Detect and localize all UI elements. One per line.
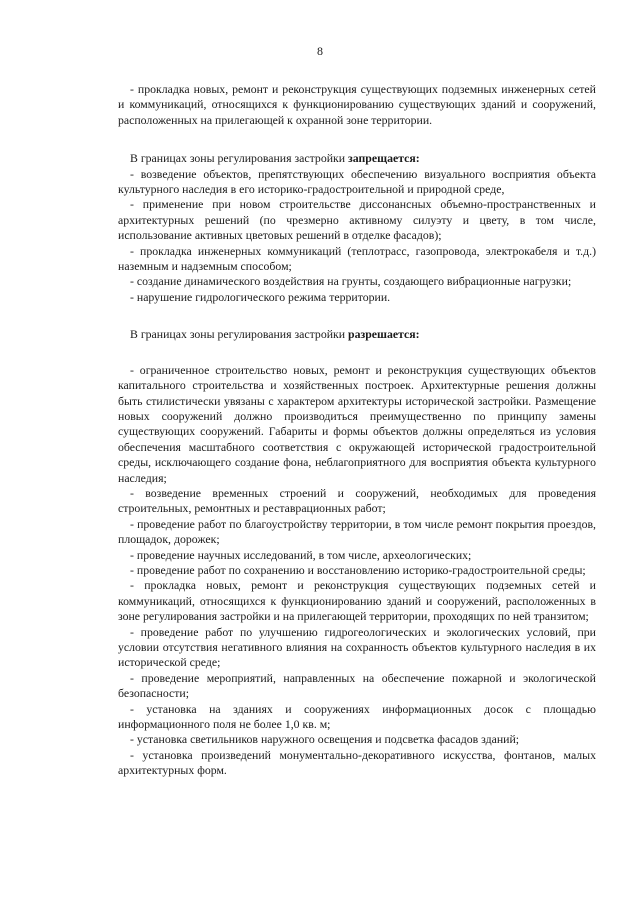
list-item: - создание динамического воздействия на грунты, создающего вибрационные нагрузки;: [130, 274, 572, 289]
list-item: - установка светильников наружного освещения и подсветка фасадов зданий;: [130, 732, 520, 747]
list-item: - проведение работ по сохранению и восстановлению историко-градостроительной среды;: [130, 562, 586, 577]
list-item: - возведение объектов, препятствующих обеспечению визуального восприятия объекта культурного наследия в его историко-градостроительной и природной среде,: [118, 166, 596, 197]
heading-text: В границах зоны регулирования застройки: [130, 327, 349, 342]
page-number: 8: [317, 44, 323, 58]
list-item: - проведение научных исследований, в том числе, археологических;: [130, 547, 472, 562]
spacer: [118, 128, 596, 151]
heading-bold: разрешается:: [348, 327, 420, 342]
list-item: - проведение работ по улучшению гидрогеологических и экологических условий, при условии отсутствия негативного влияния на сохранность объектов культурного наследия в их исторической среде;: [118, 624, 596, 670]
list-item: - прокладка новых, ремонт и реконструкция существующих подземных сетей и коммуникаций, относящихся к функционированию зданий и сооружений, расположенных в зоне регулирования застройки и на прилегающей территории, проходящих по ней транзитом;: [118, 578, 596, 624]
list-item: - прокладка инженерных коммуникаций (теплотрасс, газопровода, электрокабеля и т.д.) наземным и надземным способом;: [118, 243, 596, 274]
list-item: - установка на зданиях и сооружениях информационных досок с площадью информационного поля не более 1,0 кв. м;: [118, 701, 596, 732]
list-item: - возведение временных строений и сооружений, необходимых для проведения строительных, ремонтных и реставрационных работ;: [118, 485, 596, 516]
section-heading-allowed: [118, 327, 596, 342]
list-item: - установка произведений монументально-декоративного искусства, фонтанов, малых архитектурных форм.: [118, 747, 596, 778]
list-item: - проведение работ по благоустройству территории, в том числе ремонт покрытия проездов, площадок, дорожек;: [118, 516, 596, 547]
document-body: [118, 82, 596, 779]
list-item: - ограниченное строительство новых, ремонт и реконструкция существующих объектов капитального строительства и хозяйственных построек. Архитектурные решения должны быть стилистически увязаны с характером архитектуры исторической застройки. Размещение новых сооружений должно производиться преимущественно по принципу замены существующих сооружений. Габариты и формы объектов должны определяться из условия обеспечения масштабного соответствия с окружающей исторической градостроительной среды, исключающего создание фона, неблагоприятного для восприятия объекта культурного наследия;: [118, 362, 596, 485]
spacer: [118, 305, 596, 327]
list-item: - применение при новом строительстве диссонансных объемно-пространственных и архитектурных решений (по чрезмерно активному силуэту и цвету, в том числе, использование активных цветовых решений в отделке фасадов);: [118, 197, 596, 243]
list-item: - проведение мероприятий, направленных на обеспечение пожарной и экологической безопасности;: [118, 670, 596, 701]
list-item: - нарушение гидрологического режима территории.: [130, 289, 391, 304]
spacer: [118, 343, 596, 363]
paragraph: - прокладка новых, ремонт и реконструкция существующих подземных инженерных сетей и коммуникаций, относящихся к функционированию существующих зданий и сооружений, расположенных на прилегающей к охранной зоне территории.: [118, 82, 596, 127]
heading-text: В границах зоны регулирования застройки: [130, 151, 349, 166]
heading-bold: запрещается:: [348, 151, 420, 166]
section-heading-prohibited: [118, 151, 596, 166]
